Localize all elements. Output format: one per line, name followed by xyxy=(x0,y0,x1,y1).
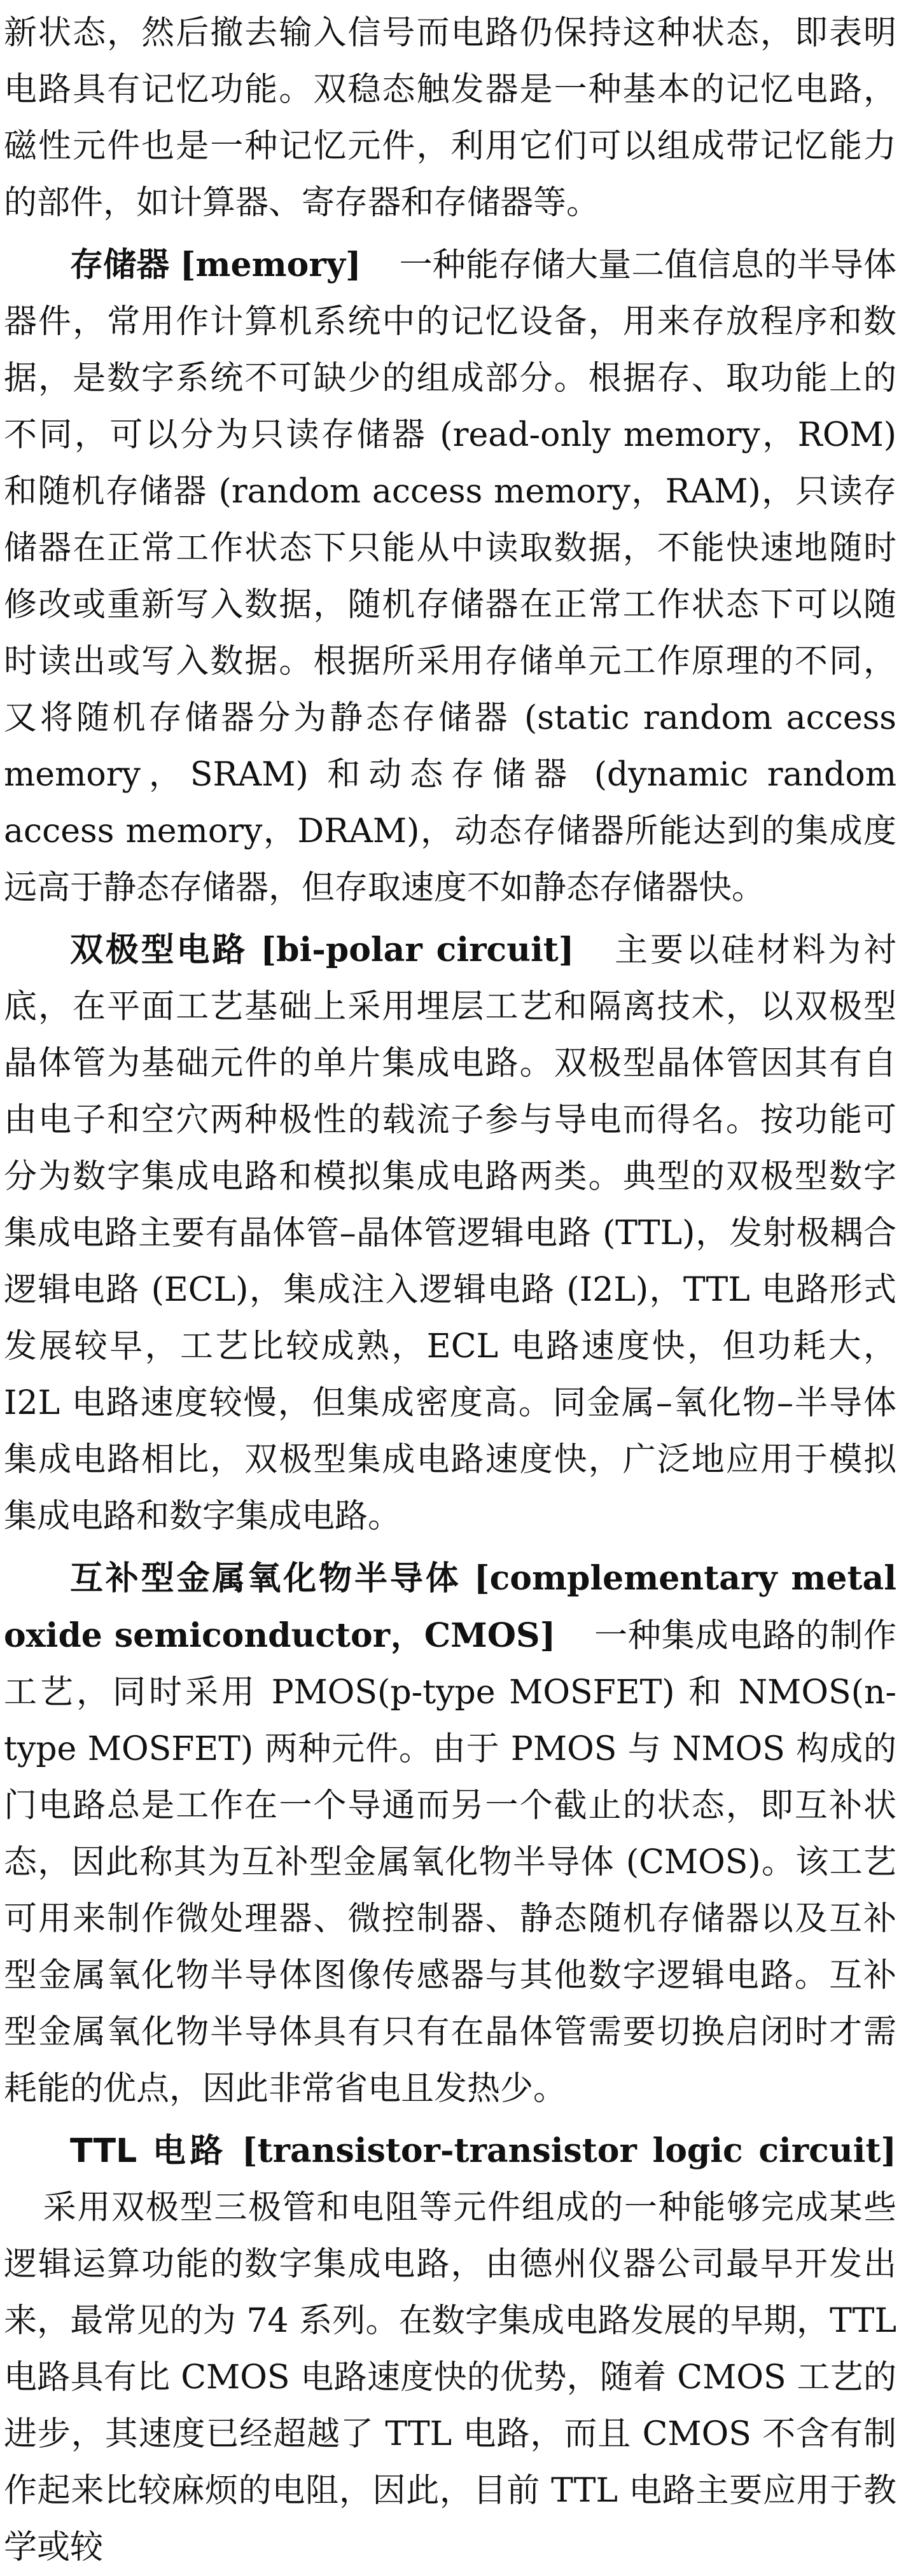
entry-ttl-circuit xyxy=(4,2122,896,2576)
entry-bipolar-circuit xyxy=(4,922,896,1545)
entry-term-en: [bi-polar circuit] xyxy=(260,931,575,969)
entry-definition: 采用双极型三极管和电阻等元件组成的一种能够完成某些逻辑运算功能的数字集成电路，由德州仪器公司最早开发出来，最常见的为 74 系列。在数字集成电路发展的早期，TTL 电路具有比 CMOS 电路速度快的优势，随着 CMOS 工艺的进步，其速度已经超越了 TTL 电路，而且 CMOS 不含有制作起来比较麻烦的电阻，因此，目前 TTL 电路主要应用于教学或较 xyxy=(4,2189,896,2566)
entry-term-en: [memory] xyxy=(179,246,361,284)
entry-term-zh: 互补型金属氧化物半导体 xyxy=(70,1560,461,1598)
entry-term-zh: TTL 电路 xyxy=(70,2132,227,2170)
entry-term-en: [transistor-transistor logic circuit] xyxy=(242,2131,896,2170)
entry-term-en: [complementary metal oxide semiconductor，CMOS] xyxy=(4,1559,896,1655)
entry-definition: 一种集成电路的制作工艺，同时采用 PMOS(p-type MOSFET) 和 NMOS(n-type MOSFET) 两种元件。由于 PMOS 与 NMOS 构成的门电路总是工作在一个导通而另一个截止的状态，即互补状态，因此称其为互补型金属氧化物半导体 (CMOS)。该工艺可用来制作微处理器、微控制器、静态随机存储器以及互补型金属氧化物半导体图像传感器与其他数字逻辑电路。互补型金属氧化物半导体具有只有在晶体管需要切换启闭时才需耗能的优点，因此非常省电且发热少。 xyxy=(4,1617,896,2108)
entry-term-zh: 存储器 xyxy=(70,246,170,284)
entry-cmos xyxy=(4,1550,896,2117)
entry-definition: 主要以硅材料为衬底，在平面工艺基础上采用埋层工艺和隔离技术，以双极型晶体管为基础元件的单片集成电路。双极型晶体管因其有自由电子和空穴两种极性的载流子参与导电而得名。按功能可分为数字集成电路和模拟集成电路两类。典型的双极型数字集成电路主要有晶体管–晶体管逻辑电路 (TTL)，发射极耦合逻辑电路 (ECL)，集成注入逻辑电路 (I2L)，TTL 电路形式发展较早，工艺比较成熟，ECL 电路速度快，但功耗大，I2L 电路速度较慢，但集成密度高。同金属–氧化物–半导体集成电路相比，双极型集成电路速度快，广泛地应用于模拟集成电路和数字集成电路。 xyxy=(4,931,896,1535)
intro-paragraph: 新状态，然后撤去输入信号而电路仍保持这种状态，即表明电路具有记忆功能。双稳态触发器是一种基本的记忆电路，磁性元件也是一种记忆元件，利用它们可以组成带记忆能力的部件，如计算器、寄存器和存储器等。 xyxy=(4,14,896,222)
entry-definition: 一种能存储大量二值信息的半导体器件，常用作计算机系统中的记忆设备，用来存放程序和数据，是数字系统不可缺少的组成部分。根据存、取功能上的不同，可以分为只读存储器 (read-only memory，ROM) 和随机存储器 (random access memory，RAM)，只读存储器在正常工作状态下只能从中读取数据，不能快速地随时修改或重新写入数据，随机存储器在正常工作状态下可以随时读出或写入数据。根据所采用存储单元工作原理的不同，又将随机存储器分为静态存储器 (static random access memory，SRAM) 和动态存储器 (dynamic random access memory，DRAM)，动态存储器所能达到的集成度远高于静态存储器，但存取速度不如静态存储器快。 xyxy=(4,246,896,907)
entry-memory xyxy=(4,237,896,917)
entry-term-zh: 双极型电路 xyxy=(70,931,248,969)
